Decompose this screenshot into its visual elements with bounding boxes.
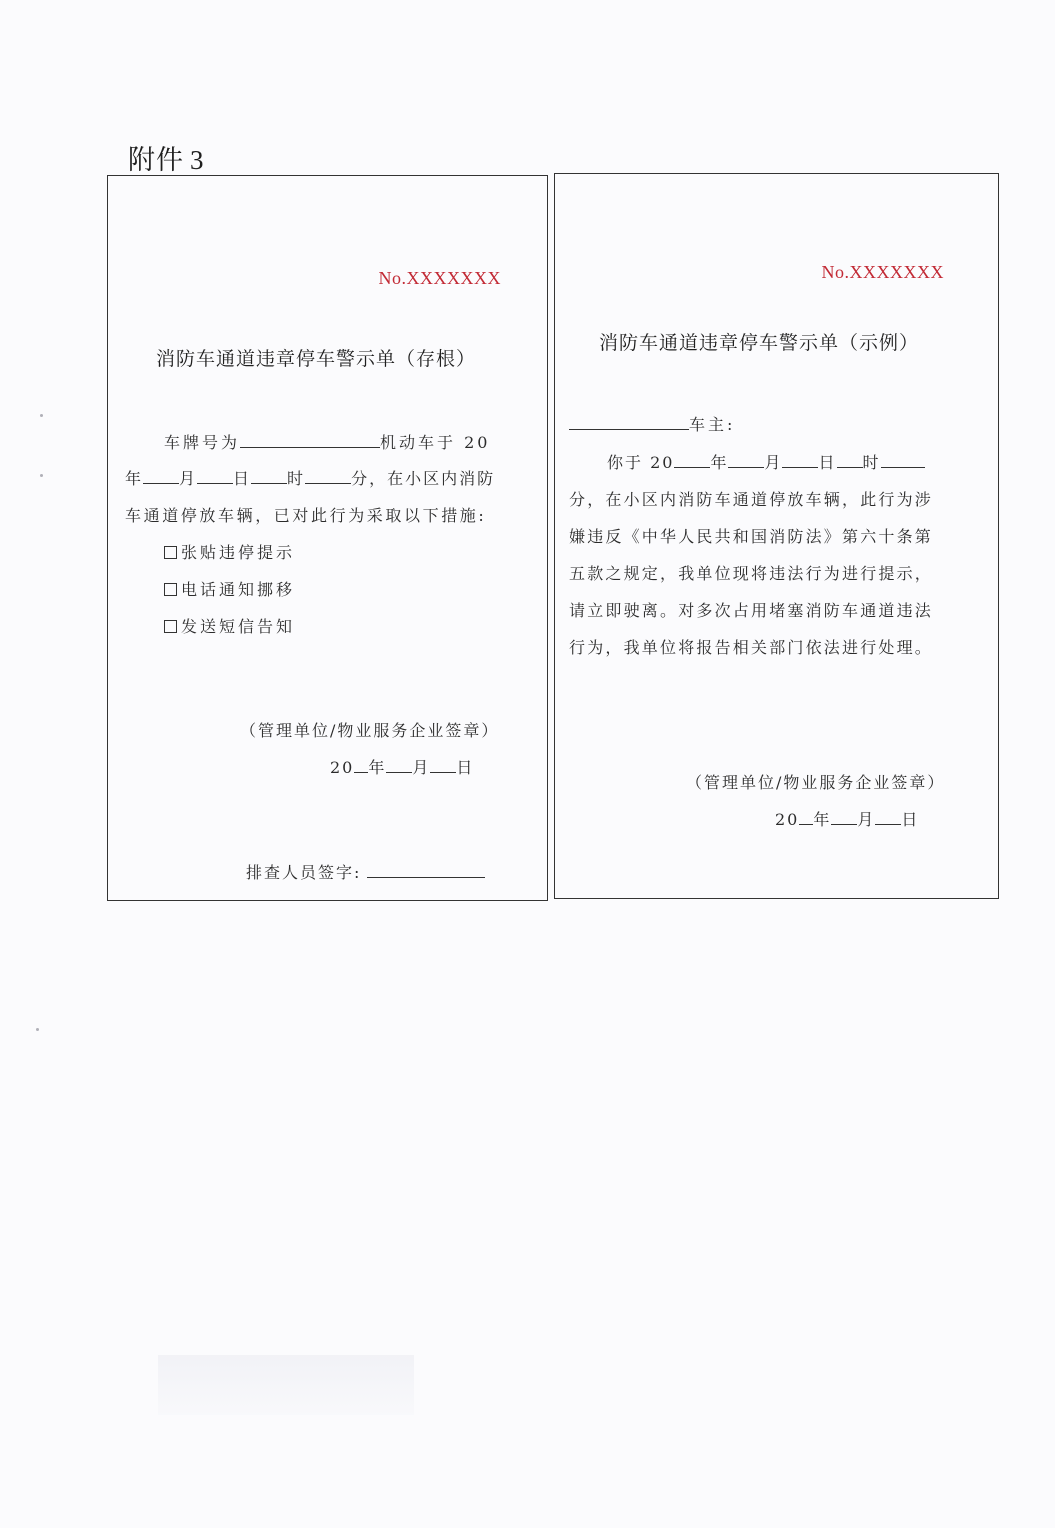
inspector-label: 排查人员签字:: [246, 863, 362, 882]
day-label: 日: [818, 453, 837, 472]
year-label: 年: [125, 469, 144, 488]
minute-blank[interactable]: [881, 453, 925, 468]
date-month-label: 月: [857, 810, 876, 829]
checkbox-posted-notice[interactable]: [164, 546, 177, 559]
inspector-signature-blank[interactable]: [367, 863, 485, 878]
attachment-label-text: 附件: [128, 145, 184, 176]
seal-line: （管理单位/物业服务企业签章）: [240, 721, 500, 740]
option-sms-notice[interactable]: [164, 614, 295, 637]
date-day-label: 日: [901, 810, 920, 829]
date-prefix: 20: [775, 810, 800, 829]
date-year-label: 年: [368, 758, 387, 777]
option-label: 发送短信告知: [181, 617, 296, 636]
date-line: [330, 755, 474, 778]
location-text: 分，在小区内消防: [351, 469, 496, 488]
date-day-label: 日: [456, 758, 475, 777]
checkbox-sms-notice[interactable]: [164, 620, 177, 633]
month-blank[interactable]: [143, 469, 179, 484]
inspector-signature-line: [246, 860, 485, 883]
card-title: 消防车通道违章停车警示单（存根）: [156, 348, 477, 370]
hour-label: 时: [862, 453, 881, 472]
card-title: 消防车通道违章停车警示单（示例）: [599, 332, 920, 354]
date-day-blank[interactable]: [430, 758, 456, 773]
month-label: 月: [764, 453, 783, 472]
owner-label: 车主:: [689, 415, 736, 434]
date-year-label: 年: [813, 810, 832, 829]
owner-name-blank[interactable]: [569, 415, 689, 430]
month-label: 月: [179, 469, 198, 488]
minute-blank[interactable]: [305, 469, 351, 484]
option-posted-notice[interactable]: [164, 540, 295, 563]
time-line: [125, 466, 495, 489]
checkbox-phone-notice[interactable]: [164, 583, 177, 596]
date-year-blank[interactable]: [799, 810, 813, 825]
date-month-blank[interactable]: [831, 810, 857, 825]
attachment-label: [128, 138, 205, 177]
day-label: 日: [233, 469, 252, 488]
warning-notice-stub-card: [107, 175, 548, 901]
date-line: [775, 807, 919, 830]
faint-bleed-through: [158, 1355, 414, 1415]
body-text-line: 五款之规定，我单位现将违法行为进行提示，: [569, 564, 934, 583]
time-prefix: 你于 20: [607, 453, 675, 472]
option-label: 张贴违停提示: [181, 543, 296, 562]
date-month-label: 月: [412, 758, 431, 777]
scan-speck: [40, 474, 43, 477]
body-text-line: 行为，我单位将报告相关部门依法进行处理。: [569, 638, 934, 657]
plate-number-blank[interactable]: [240, 433, 380, 448]
time-line: [607, 450, 925, 473]
date-prefix: 20: [330, 758, 355, 777]
body-text-line: 嫌违反《中华人民共和国消防法》第六十条第: [569, 527, 934, 546]
attachment-number: 3: [190, 145, 205, 175]
measures-intro: 车通道停放车辆，已对此行为采取以下措施:: [125, 506, 487, 525]
owner-line: [569, 412, 735, 435]
day-blank[interactable]: [782, 453, 818, 468]
date-month-blank[interactable]: [386, 758, 412, 773]
body-text-line: 分，在小区内消防车通道停放车辆，此行为涉: [569, 490, 934, 509]
serial-number: No.XXXXXXX: [378, 268, 501, 288]
plate-label: 车牌号为: [164, 433, 241, 452]
option-label: 电话通知挪移: [181, 580, 296, 599]
option-phone-notice[interactable]: [164, 577, 295, 600]
scan-speck: [36, 1028, 39, 1031]
hour-label: 时: [287, 469, 306, 488]
month-blank[interactable]: [728, 453, 764, 468]
warning-notice-example-card: [554, 173, 999, 899]
date-year-blank[interactable]: [354, 758, 368, 773]
seal-line: （管理单位/物业服务企业签章）: [686, 773, 946, 792]
scan-speck: [40, 414, 43, 417]
vehicle-time-label: 机动车于 20: [380, 433, 491, 452]
plate-line: [164, 430, 490, 453]
hour-blank[interactable]: [251, 469, 287, 484]
body-text-line: 请立即驶离。对多次占用堵塞消防车通道违法: [569, 601, 934, 620]
year-blank[interactable]: [674, 453, 710, 468]
day-blank[interactable]: [197, 469, 233, 484]
year-label: 年: [710, 453, 729, 472]
hour-blank[interactable]: [837, 453, 863, 468]
date-day-blank[interactable]: [875, 810, 901, 825]
serial-number: No.XXXXXXX: [821, 262, 944, 282]
